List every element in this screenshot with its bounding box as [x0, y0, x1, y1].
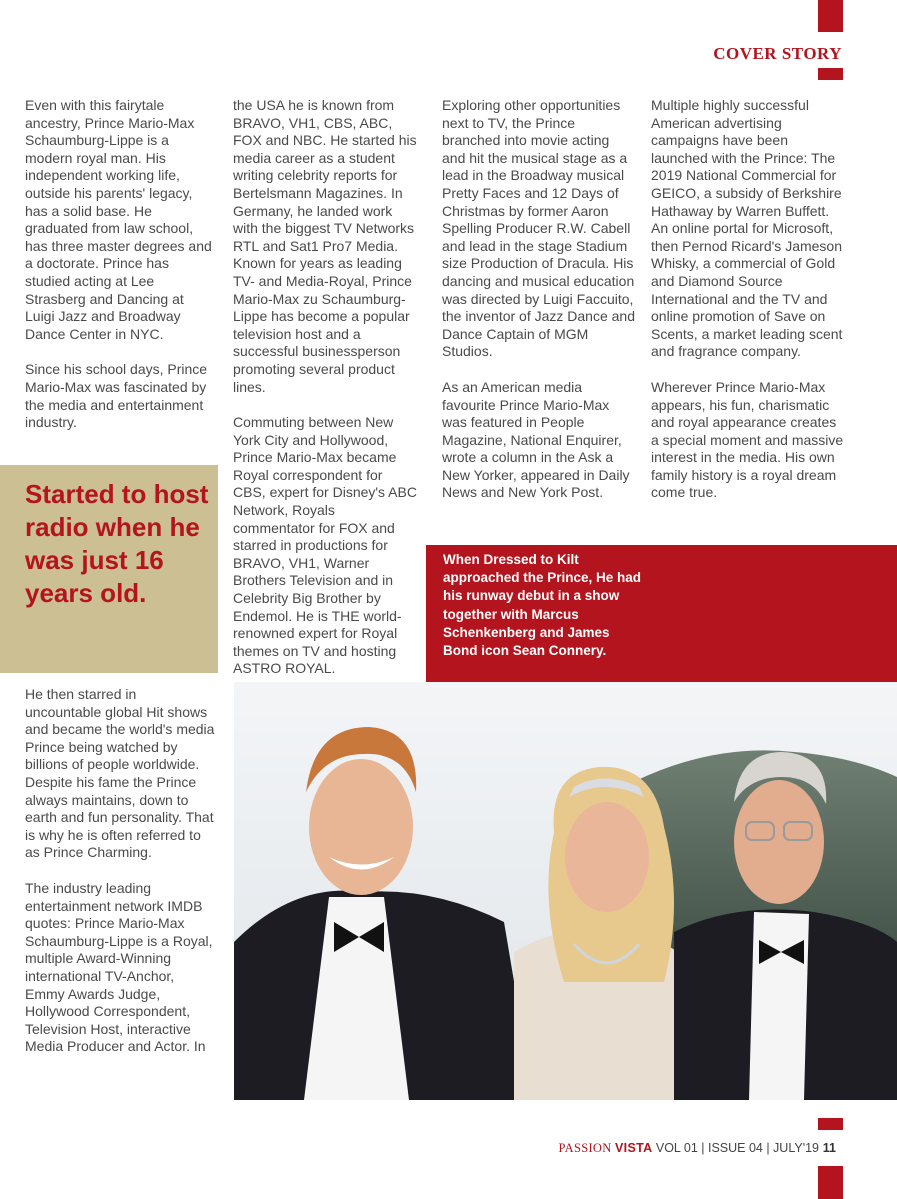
top-red-bar-small — [818, 68, 843, 80]
page-number: 11 — [822, 1141, 836, 1155]
top-red-bar — [818, 0, 843, 32]
footer — [559, 1141, 819, 1156]
paragraph: Commuting between New York City and Hollywood, Prince Mario-Max became Royal correspondent for CBS, expert for Disney's ABC Network, Royals commentator for FOX and starred in productions for BRAVO, VH1, Warner Brothers Television and in Celebrity Big Brother by Endemol. He is THE world-renowned expert for Royal themes on TV and hosting ASTRO ROYAL. — [233, 414, 417, 677]
paragraph: Exploring other opportunities next to TV, the Prince branched into movie acting and hit the musical stage as a lead in the Broadway musical Pretty Faces and 12 Days of Christmas by former Aaron Spelling Producer R.W. Cabell and lead in the stage Stadium size Production of Dracula. His dancing and musical education was directed by Luigi Faccuito, the inventor of Jazz Dance and Dance Captain of MGM Studios. — [442, 97, 636, 360]
paragraph: The industry leading entertainment network IMDB quotes: Prince Mario-Max Schaumburg-Lippe is a Royal, multiple Award-Winning international TV-Anchor, Emmy Awards Judge, Hollywood Correspondent, Television Host, interactive Media Producer and Actor. In — [25, 879, 213, 1055]
issue-info: VOL 01 | ISSUE 04 | JULY'19 — [655, 1141, 819, 1155]
paragraph: Wherever Prince Mario-Max appears, his fun, charismatic and royal appearance creates a special moment and massive interest in the media. His own family history is a royal dream come true. — [651, 378, 844, 501]
callout-text: When Dressed to Kilt approached the Prince, He had his runway debut in a show together with Marcus Schenkenberg and James Bond icon Sean Connery. — [443, 552, 642, 659]
paragraph: He then starred in uncountable global Hit shows and became the world's media Prince being watched by billions of people worldwide. Despite his fame the Prince always maintains, down to earth and fun personality. That is why he is often referred to as Prince Charming. — [25, 686, 215, 861]
section-label: COVER STORY — [713, 44, 842, 63]
paragraph: the USA he is known from BRAVO, VH1, CBS, ABC, FOX and NBC. He started his media career as a student writing celebrity reports for Bertelsmann Magazines. In Germany, he landed work with the biggest TV Networks RTL and Sat1 Pro7 Media. Known for years as leading TV- and Media-Royal, Prince Mario-Max zu Schaumburg-Lippe has become a popular television host and a successful businessperson promoting several product lines. — [233, 97, 417, 395]
column-2 — [233, 97, 417, 696]
column-1-top — [25, 97, 215, 450]
brand-name: PASSION VISTA — [558, 1141, 653, 1155]
paragraph: As an American media favourite Prince Mario-Max was featured in People Magazine, National Enquirer, wrote a column in the Ask a New Yorker, appeared in Daily News and New York Post. — [442, 378, 630, 501]
column-4 — [651, 97, 847, 520]
bottom-red-bar — [818, 1166, 843, 1199]
paragraph: Since his school days, Prince Mario-Max was fascinated by the media and entertainment industry. — [25, 361, 208, 431]
column-3 — [442, 97, 636, 520]
paragraph: Even with this fairytale ancestry, Prince Mario-Max Schaumburg-Lippe is a modern royal man. His independent working life, outside his parents' legacy, has a solid base. He graduated from law school, has three master degrees and a doctorate. Prince has studied acting at Lee Strasberg and Dancing at Luigi Jazz and Broadway Dance Center in NYC. — [25, 97, 212, 342]
pullquote: Started to host radio when he was just 16 years old. — [25, 479, 209, 608]
column-1-bottom — [25, 686, 215, 1074]
paragraph: Multiple highly successful American advertising campaigns have been launched with the Prince: The 2019 National Commercial for GEICO, a subsidy of Berkshire Hathaway by Warren Buffett. An online portal for Microsoft, then Pernod Ricard's Jameson Whisky, a commercial of Gold and Diamond Source International and the TV and online promotion of Save on Scents, a market leading scent and fragrance company. — [651, 97, 843, 360]
bottom-red-bar-small — [818, 1118, 843, 1130]
cover-photo — [234, 682, 897, 1100]
